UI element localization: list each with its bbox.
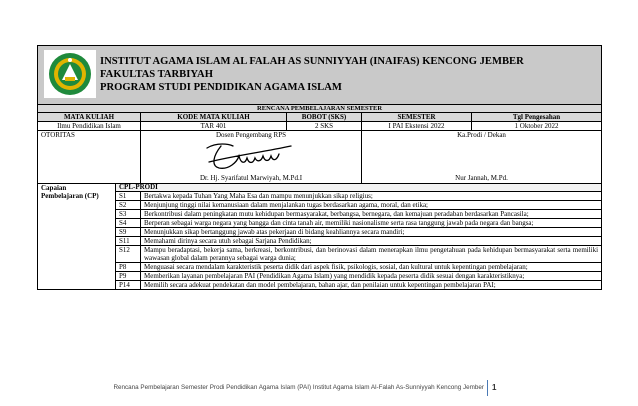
cpl-heading: CPL-PRODI (116, 184, 602, 192)
header-line-institute: INSTITUT AGAMA ISLAM AL FALAH AS SUNNIYYAH (INAIFAS) KENCONG JEMBER (100, 56, 524, 67)
course-info-row (38, 122, 602, 131)
institution-name (100, 55, 524, 94)
col-credits: BOBOT (SKS) (287, 113, 362, 122)
cp-row (38, 228, 602, 237)
cp-description: Mampu beradaptasi, bekerja sama, berkreasi, berkontribusi, dan berinovasi dalam menerapkan ilmu pengetahuan pada kehidupan bermasyarakat serta memiliki wawasan global dalam perannya sebagai warga dunia; (141, 246, 602, 263)
course-approval-date: 1 Oktober 2022 (472, 122, 602, 131)
cp-code: S11 (116, 237, 141, 246)
cp-code: P9 (116, 272, 141, 281)
authority-label: OTORITAS (38, 131, 141, 184)
cpl-heading-row (38, 184, 602, 192)
cp-description: Berkontribusi dalam peningkatan mutu kehidupan bermasyarakat, berbangsa, bernegara, dan kemajuan peradaban berdasarkan Pancasila; (141, 210, 602, 219)
cp-row (38, 263, 602, 272)
page-footer (0, 380, 638, 396)
cp-description: Menguasai secara mendalam karakteristik peserta didik dari aspek fisik, psikologis, sosial, dan kultural untuk kepentingan pembelajaran; (141, 263, 602, 272)
cp-code: S2 (116, 201, 141, 210)
rps-title: RENCANA PEMBELAJARAN SEMESTER (38, 105, 602, 113)
developer-role: Dosen Pengembang RPS (216, 131, 286, 139)
cp-row (38, 210, 602, 219)
cp-code: S1 (116, 192, 141, 201)
col-approval-date: Tgl Pengesahan (472, 113, 602, 122)
header-line-faculty: FAKULTAS TARBIYAH (100, 69, 213, 80)
cp-description: Memberikan layanan pembelajaran PAI (Pendidikan Agama Islam) yang mendidik kepada peserta didik sesuai dengan karakteristiknya; (141, 272, 602, 281)
cp-code: S3 (116, 210, 141, 219)
cp-label-line2: Pembelajaran (CP) (41, 192, 99, 200)
col-semester: SEMESTER (362, 113, 472, 122)
institution-header (38, 46, 602, 105)
cp-row (38, 281, 602, 290)
course-code: TAR 401 (141, 122, 287, 131)
cp-description: Menjunjung tinggi nilai kemanusiaan dalam menjalankan tugas berdasarkan agama, moral, dan etika; (141, 201, 602, 210)
head-signature-cell (362, 131, 602, 184)
developer-name: Dr. Hj. Syarifatul Marwiyah, M.Pd.I (199, 174, 303, 182)
footer-divider (487, 380, 488, 396)
cp-description: Memilih secara adekuat pendekatan dan model pembelajaran, bahan ajar, dan penilaian untuk kepentingan pembelajaran PAI; (141, 281, 602, 290)
handwritten-signature (203, 140, 295, 172)
course-credits: 2 SKS (287, 122, 362, 131)
col-course-name: MATA KULIAH (38, 113, 141, 122)
cp-code: S9 (116, 228, 141, 237)
head-name: Nur Jannah, M.Pd. (455, 174, 508, 182)
course-semester: I PAI Ekstensi 2022 (362, 122, 472, 131)
institution-logo (44, 50, 96, 98)
cp-row (38, 192, 602, 201)
cp-label (38, 184, 116, 290)
cp-row (38, 272, 602, 281)
cp-row (38, 237, 602, 246)
cp-description: Bertakwa kepada Tuhan Yang Maha Esa dan mampu menunjukkan sikap religius; (141, 192, 602, 201)
page-number: 1 (492, 383, 497, 392)
cp-description: Menunjukkan sikap bertanggung jawab atas pekerjaan di bidang keahliannya secara mandiri; (141, 228, 602, 237)
cp-description: Memahami dirinya secara utuh sebagai Sarjana Pendidikan; (141, 237, 602, 246)
cp-row (38, 246, 602, 263)
footer-text: Rencana Pembelajaran Semester Prodi Pendidikan Agama Islam (PAI) Institut Agama Islam Al-Falah As-Sunniyyah Kencong Jember (113, 384, 484, 391)
cp-code: P8 (116, 263, 141, 272)
developer-signature-cell (141, 131, 362, 184)
cp-label-line1: Capaian (41, 184, 67, 192)
rps-table (37, 45, 602, 290)
authority-row (38, 131, 602, 184)
col-course-code: KODE MATA KULIAH (141, 113, 287, 122)
rps-document (37, 45, 601, 290)
cp-row (38, 219, 602, 228)
header-line-program: PROGRAM STUDI PENDIDIKAN AGAMA ISLAM (100, 82, 342, 93)
cp-code: P14 (116, 281, 141, 290)
course-name: Ilmu Pendidikan Islam (38, 122, 141, 131)
cp-row (38, 201, 602, 210)
cp-code: S12 (116, 246, 141, 263)
cp-code: S4 (116, 219, 141, 228)
course-column-headers (38, 113, 602, 122)
head-role: Ka.Prodi / Dekan (457, 131, 506, 139)
cp-description: Berperan sebagai warga negara yang bangga dan cinta tanah air, memiliki nasionalisme serta rasa tanggung jawab pada negara dan bangsa; (141, 219, 602, 228)
